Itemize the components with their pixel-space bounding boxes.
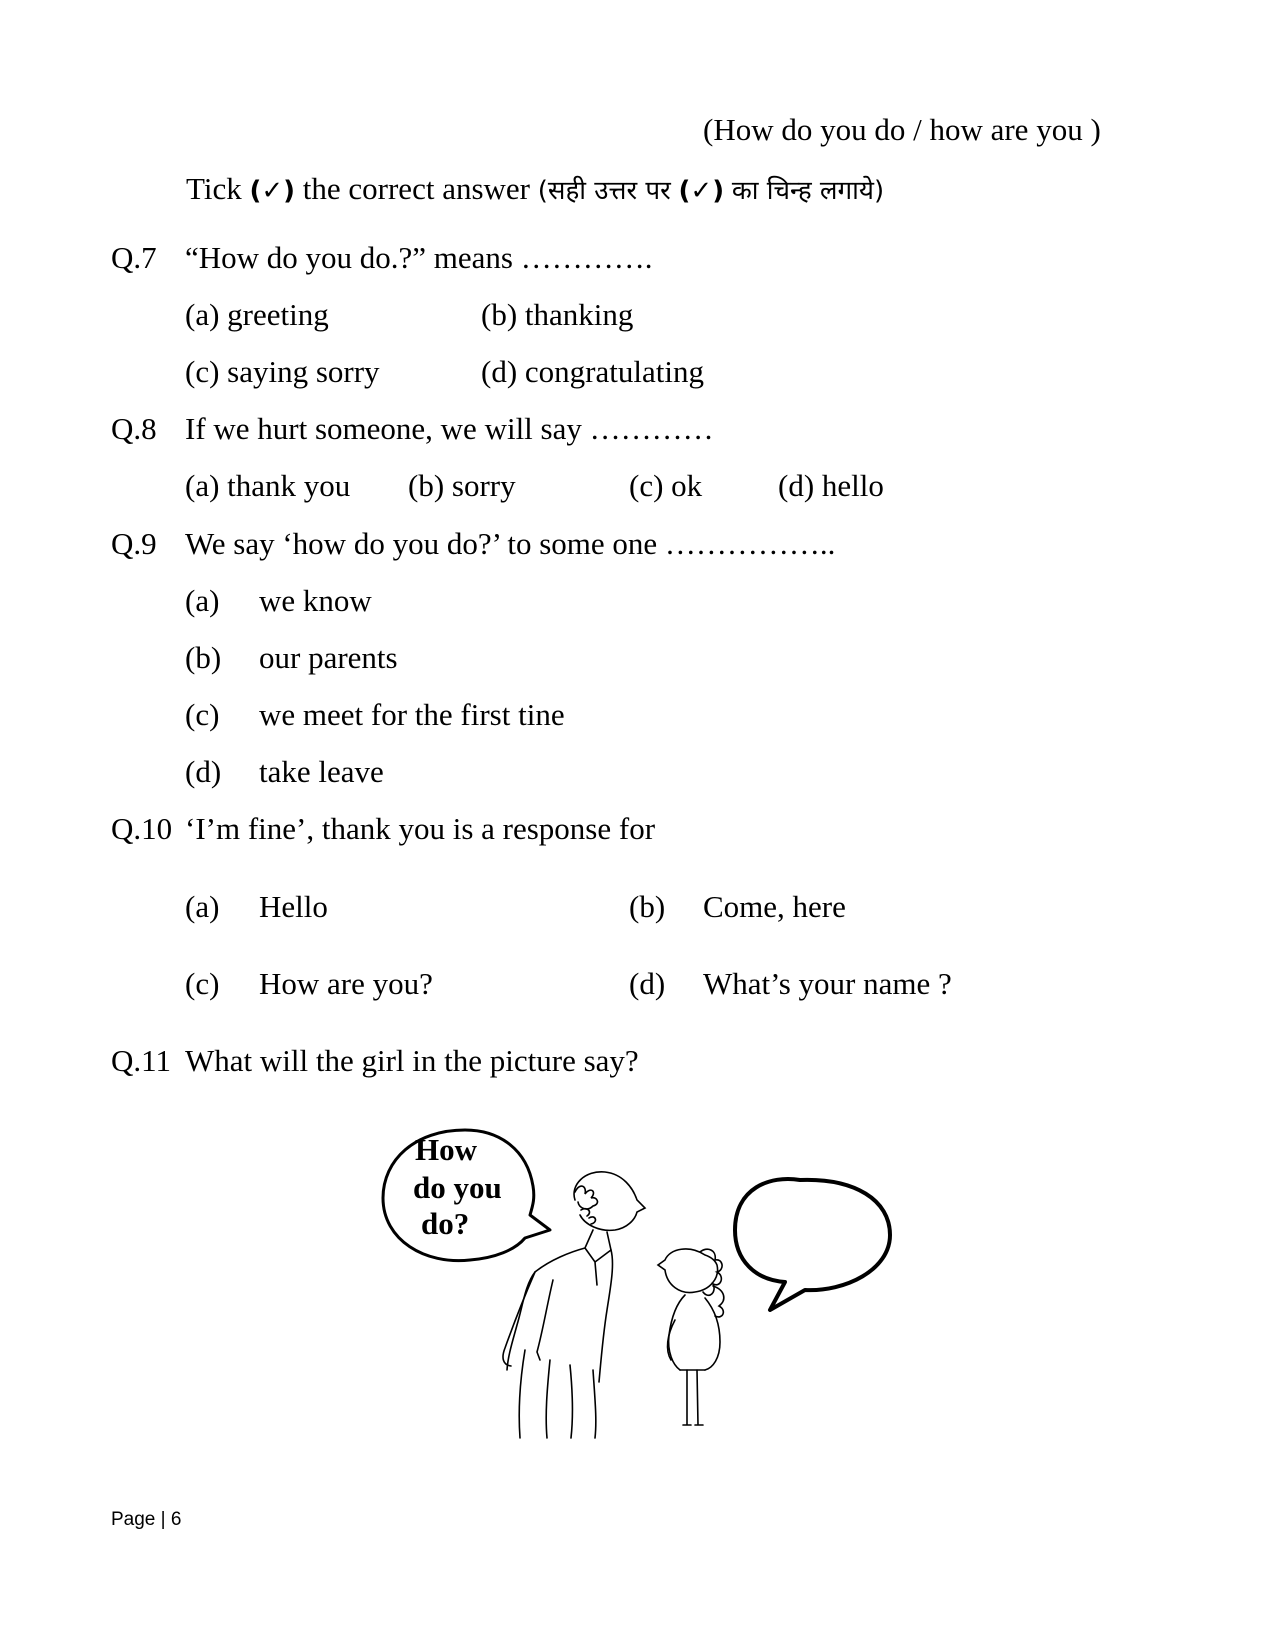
option-letter: (d) <box>629 966 666 1001</box>
option-text: our parents <box>259 640 398 675</box>
option-c: (c) saying sorry <box>185 354 380 389</box>
instruction-hindi-close: का चिन्ह लगाये) <box>731 176 885 206</box>
option-text: How are you? <box>259 966 433 1001</box>
option-letter: (b) <box>185 640 222 675</box>
option-letter: (a) <box>185 583 220 618</box>
bubble-line-2: do you <box>413 1170 502 1205</box>
option-a: (a) greeting <box>185 297 329 332</box>
bubble-line-1: How <box>415 1132 477 1167</box>
greeting-illustration <box>375 1120 910 1440</box>
option-letter: (c) <box>185 697 220 732</box>
tick-mark-icon-hindi: (✓) <box>678 176 725 206</box>
hint-text: (How do you do / how are you ) <box>703 112 1101 147</box>
woman-figure <box>503 1172 645 1438</box>
option-text: Come, here <box>703 889 846 924</box>
instruction-prefix: Tick <box>186 171 242 206</box>
question-number: Q.11 <box>111 1043 171 1078</box>
instruction-hindi-open: (सही उत्तर पर <box>537 176 671 206</box>
option-letter: (d) <box>185 754 222 789</box>
option-d: (d) congratulating <box>481 354 704 389</box>
option-d: (d) hello <box>778 468 884 503</box>
option-b: (b) thanking <box>481 297 634 332</box>
option-a: (a) thank you <box>185 468 351 503</box>
question-text: We say ‘how do you do?’ to some one …………….. <box>185 526 836 561</box>
question-number: Q.9 <box>111 526 157 561</box>
question-text: “How do you do.?” means …………. <box>185 240 653 275</box>
question-text: ‘I’m fine’, thank you is a response for <box>185 811 656 846</box>
option-letter: (c) <box>185 966 220 1001</box>
option-letter: (b) <box>629 889 666 924</box>
instruction-line <box>186 171 884 209</box>
girl-figure <box>658 1249 724 1425</box>
question-text: If we hurt someone, we will say ………… <box>185 411 714 446</box>
option-text: we meet for the first tine <box>259 697 565 732</box>
question-text: What will the girl in the picture say? <box>185 1043 639 1078</box>
question-number: Q.10 <box>111 811 173 846</box>
question-number: Q.7 <box>111 240 157 275</box>
option-text: take leave <box>259 754 384 789</box>
option-text: we know <box>259 583 372 618</box>
option-text: Hello <box>259 889 328 924</box>
bubble-line-3: do? <box>421 1206 470 1241</box>
question-number: Q.8 <box>111 411 157 446</box>
speech-bubble-right <box>735 1179 890 1310</box>
tick-mark-icon: (✓) <box>249 176 296 206</box>
option-b: (b) sorry <box>408 468 516 503</box>
page-footer: Page | 6 <box>111 1509 182 1530</box>
option-text: What’s your name ? <box>703 966 952 1001</box>
option-c: (c) ok <box>629 468 703 503</box>
option-letter: (a) <box>185 889 220 924</box>
instruction-english: the correct answer <box>302 171 530 206</box>
